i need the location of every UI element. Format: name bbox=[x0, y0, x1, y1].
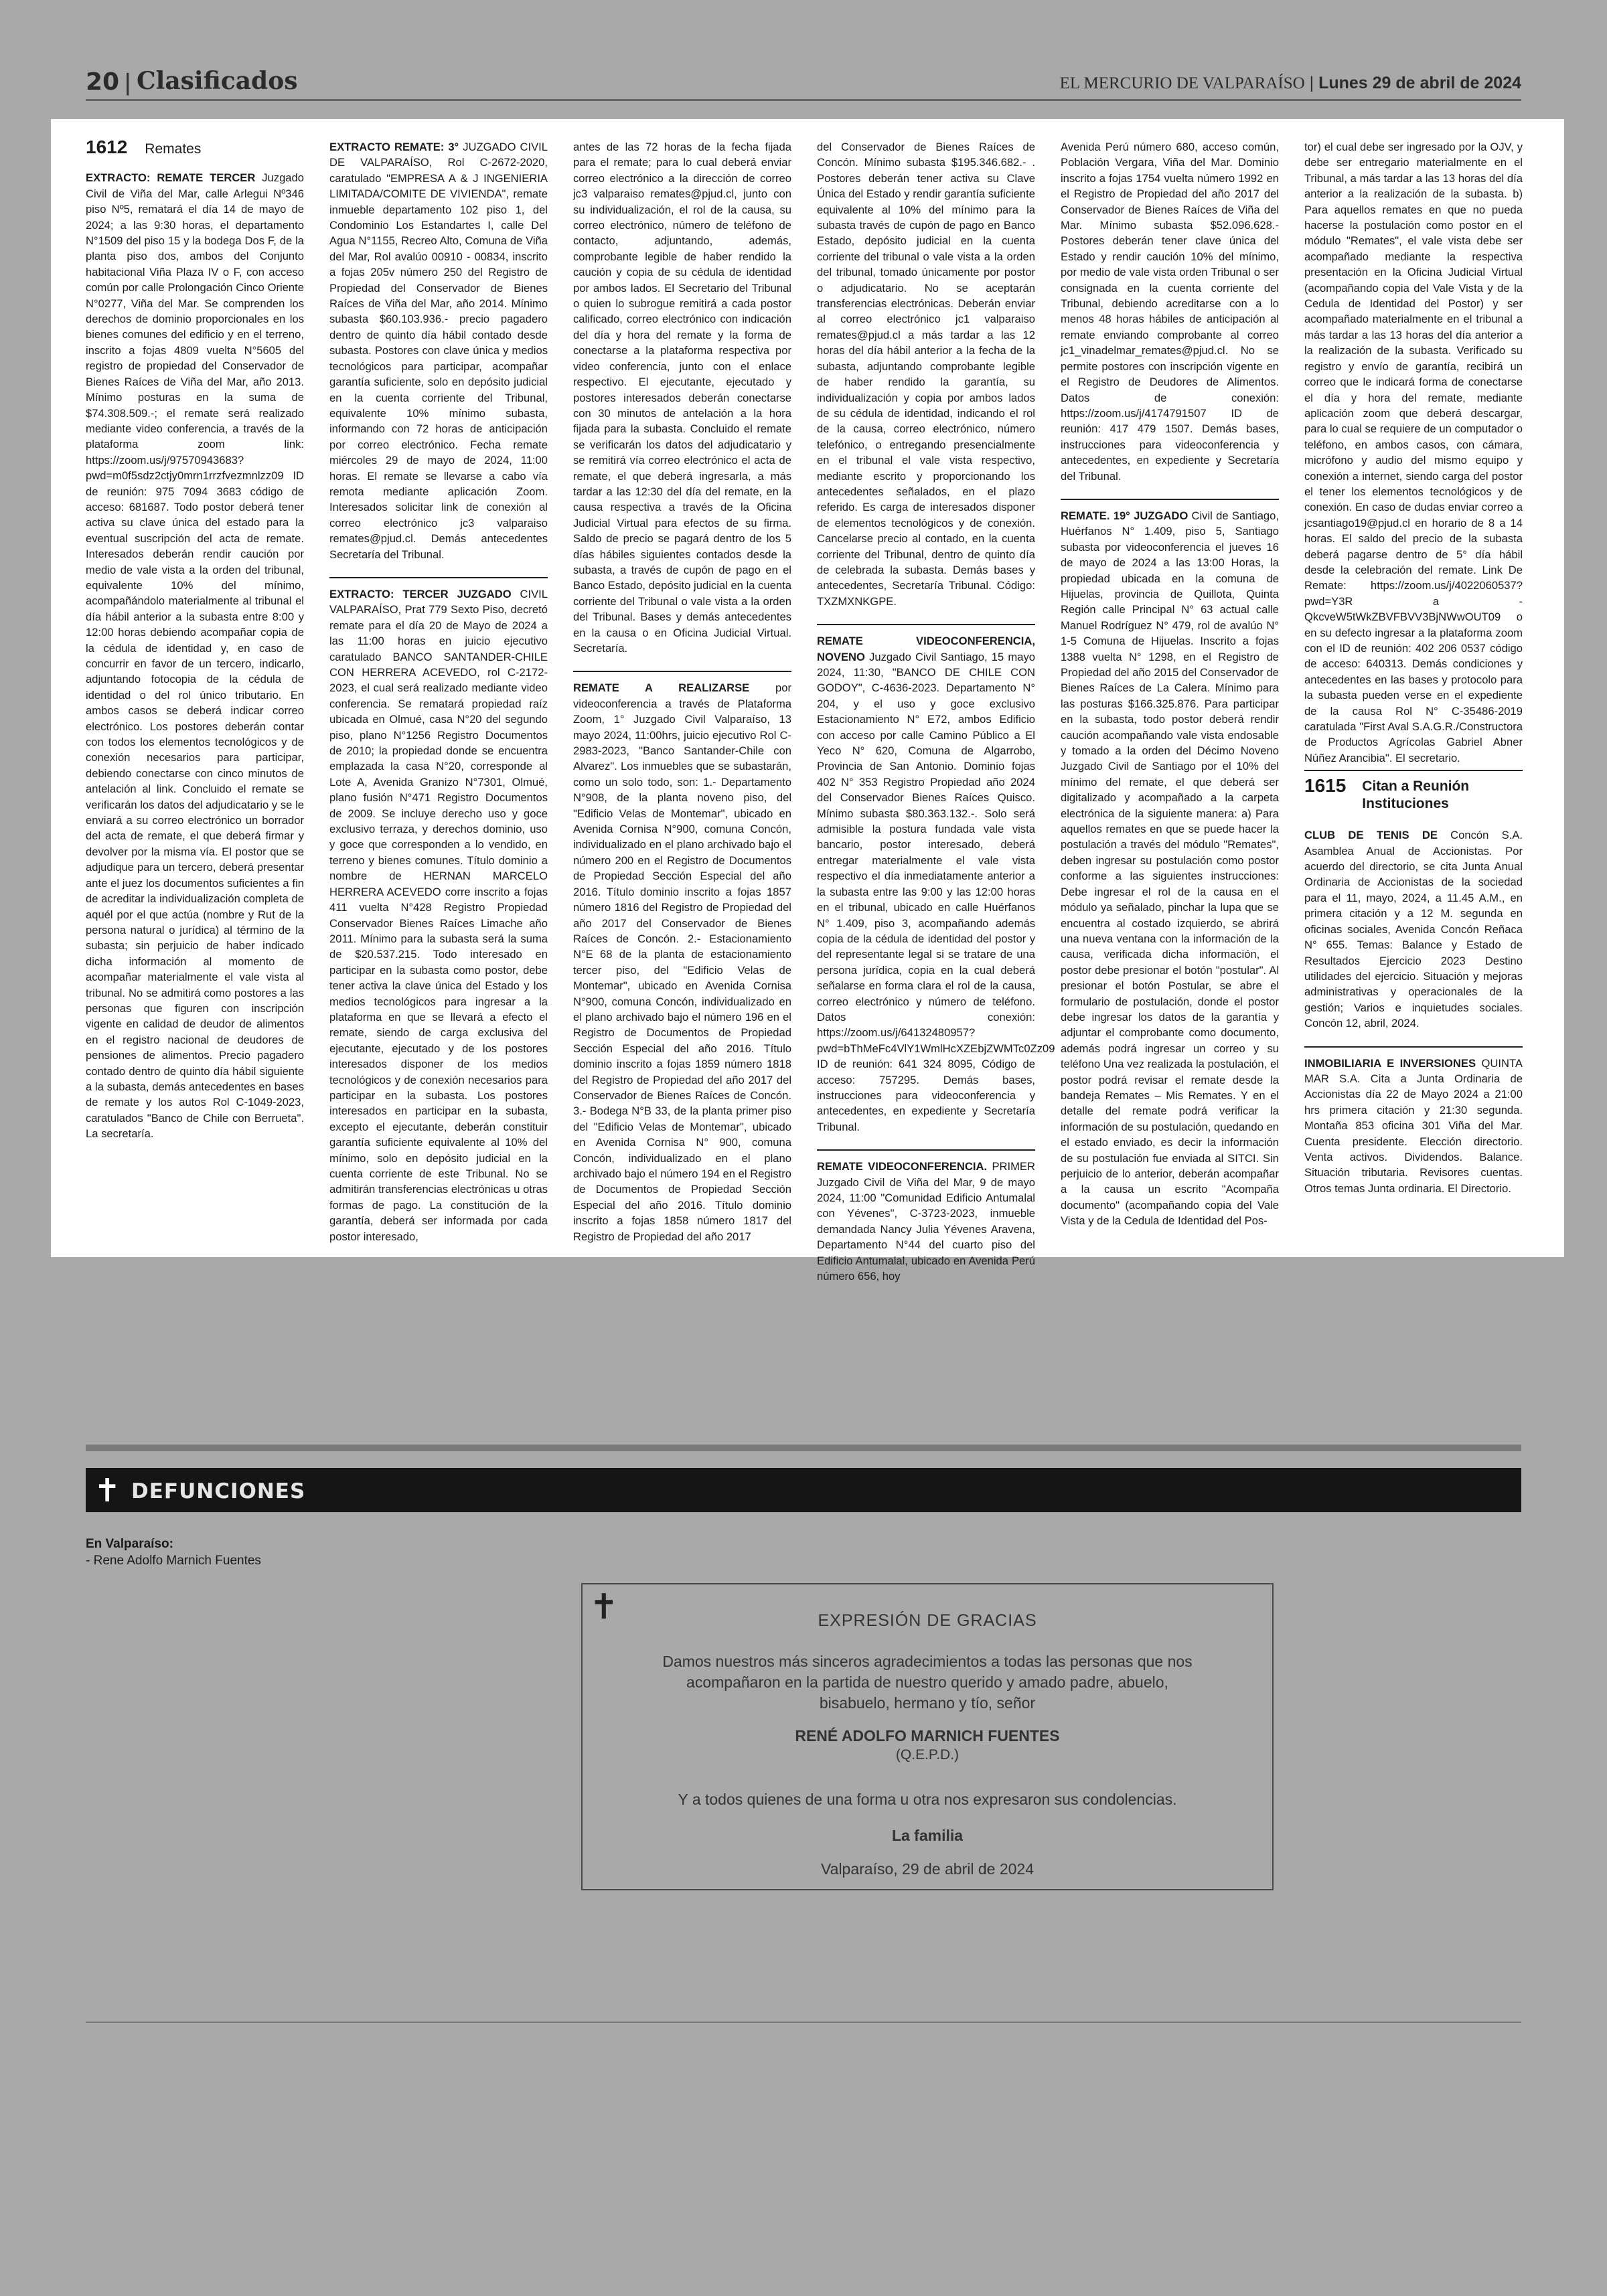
notice-thanks: Y a todos quienes de una forma u otra nos expresaron sus condolencias. bbox=[678, 1791, 1177, 1808]
column-4 bbox=[817, 139, 1055, 1283]
ad-divider bbox=[1304, 1032, 1523, 1048]
notice-body: Damos nuestros más sinceros agradecimientos a todas las personas que nos acompañaron en la partida de nuestro querido y amado padre, abuelo, bisabuelo, hermano y tío, señor bbox=[662, 1653, 1193, 1712]
ad-lead: REMATE VIDEOCONFERENCIA. bbox=[817, 1160, 988, 1173]
category-header-1612 bbox=[86, 139, 304, 157]
column-2 bbox=[329, 139, 548, 1243]
ad-text: CIVIL VALPARAÍSO, Prat 779 Sexto Piso, decretó remate para el día 20 de Mayo de 2024 a las 11:00 horas en juicio ejecutivo caratulado BANCO SANTANDER-CHILE CON HERRERA ACEVEDO, rol C-2172-2023, el cual será realizado mediante video conferencia. Se rematará propiedad raíz ubicada en Olmué, casa N°20 del segundo piso, plano N°1256 Registro Documentos de 2010; la propiedad donde se encuentra emplazada la casa N°20, corresponde al Lote A, Avenida Granizo N°7301, Olmué, plano fusión N°471 Registro Documentos de 2009. Se incluye derecho uso y goce exclusivo terraza, y derechos dominio, uso y goce que corresponden a lo vendido, en terreno y bienes comunes. Título dominio a nombre de HERNAN MARCELO HERRERA ACEVEDO corre inscrito a fojas 411 vuelta N°428 Registro Propiedad Conservador Bienes Raíces Limache año 2011. Mínimo para la subasta será la suma de $20.537.215. Todo interesado en participar en la subasta como postor, debe tener activa la clave única del Estado y los medios tecnológicos para ingresar a la plataforma en que se llevará a efecto el remate, siendo de carga exclusiva del ejecutante, ejecutado y de los postores interesados disponer de los medios tecnológicos y de conexión necesarios para participar en la subasta. Los postores interesados en participar en la subasta, excepto el ejecutante, deberán constituir garantía suficiente equivalente al 10% del mínimo, solo en depósito judicial en la cuenta corriente de este Tribunal. No se admitirán transferencias electrónicas u otras formas de pago. La constitución de la garantía, deberá ser informada por cada postor interesado, bbox=[329, 587, 548, 1243]
issue-date: Lunes 29 de abril de 2024 bbox=[1318, 74, 1521, 92]
ad-text: Civil de Santiago, Huérfanos N° 1.409, piso 5, Santiago subasta por videoconferencia el jueves 16 de mayo de 2024 a las 13:00 Horas, la propiedad ubicada en la comuna de Hijuelas, provincia de Quillota, Quinta Región calle Principal N° 63 actual calle Manuel Rodríguez N° 479, rol de avalúo N° 1-5 Comuna de Hijuelas. Inscrito a fojas 1388 vuelta N° 1298, en el Registro de Propiedad del año 2015 del Conservador de Bienes Raíces de La Calera. Mínimo para las posturas $166.325.876. Para participar en la subasta, todo postor deberá rendir caución acompañando vale vista endosable y tomado a la orden del Décimo Noveno Juzgado Civil de Santiago por el 10% del mínimo del remate, el que deberá ser digitalizado y acompañado a la carpeta electrónica de la siguiente manera: a) Para aquellos remates en que se puede hacer la postulación a través del módulo "Remates", deben ingresar su postulación como postor conforme a las siguientes instrucciones: Debe ingresar el rol de la causa en el módulo ya señalado, pinchar la lupa que se encuentra al costado izquierdo, se abrirá una nueva ventana con la información de la causa, verificada dicha información, el postor debe presionar el botón "postular". Al presionar el botón Postular, se abre el formulario de postulación, donde el postor debe ingresar los datos de la garantía y adjuntar el comprobante como documento, además podrá ingresar un correo y su teléfono Una vez realizada la postulación, el postor podrá revisar el remate desde la bandeja Remates – Mis Remates. Y en el detalle del remate podrá verificar la información de su postulación, quedando en el estado enviado, es decir la información de su postulación fue enviada al SITCI. Sin perjuicio de lo anterior, deberán acompañar a la causa un escrito "Acompaña documento" (acompañando copia del Vale Vista y de la Cedula de Identidad del Pos- bbox=[1061, 509, 1279, 1228]
page-header bbox=[86, 66, 1521, 101]
classified-ad bbox=[817, 633, 1055, 1135]
ad-text: por videoconferencia a través de Plataforma Zoom, 1° Juzgado Civil Valparaíso, 13 mayo 2024, 11:00hrs, juicio ejecutivo Rol C-2983-2023, "Banco Santander-Chile con Alvarez". Los inmuebles que se subastarán, como un solo todo, son: 1.- Departamento N°908, de la planta noveno piso, del "Edificio Velas de Montemar", ubicado en Avenida Cornisa N°900, comuna Concón, individualizado en el plano archivado bajo el número 200 en el Registro de Documentos de Propiedad Sección Especial del año 2016. Título dominio inscrito a fojas 1857 número 1816 del Registro de Propiedad del año 2017 del Conservador de Bienes Raíces de Concón. 2.- Estacionamiento N°E 68 de la planta de estacionamiento tercer piso, del "Edificio Velas de Montemar", ubicado en Avenida Cornisa N°900, comuna Concón, individualizado en el plano archivado bajo el número 196 en el Registro de Documentos de Propiedad Sección Especial del año 2016. Título dominio inscrito a fojas 1859 número 1818 del Registro de Propiedad del año 2017 del Conservador de Bienes Raíces de Concón. 3.- Bodega N°B 33, de la planta primer piso del "Edificio Velas de Montemar", ubicado en Avenida Cornisa N° 900, comuna Concón, individualizado en el plano archivado bajo el número 194 en el Registro de Documentos de Propiedad Sección Especial del año 2016. Título dominio inscrito a fojas 1858 número 1817 del Registro de Propiedad del año 2017 bbox=[573, 681, 792, 1243]
classified-ad bbox=[1304, 139, 1523, 766]
column-1 bbox=[86, 139, 304, 1237]
classified-ad bbox=[817, 1159, 1035, 1284]
classified-ad bbox=[573, 139, 791, 656]
classified-ad bbox=[1304, 827, 1523, 1031]
ad-text: Avenida Perú número 680, acceso común, Población Vergara, Viña del Mar. Dominio inscrito a fojas 1754 vuelta número 1992 en el Registro de Propiedad del año 2017 del Conservador de Bienes Raíces de Viña del Mar. Mínimo subasta $52.096.628.- Postores deberán tener clave única del Estado y rendir caución 10% del mínimo, por medio de vale vista orden Tribunal o ser consignada en la cuenta corriente del Tribunal, debiendo acreditarse con a lo menos 48 horas hábiles de anticipación al remate enviando comprobante al correo jc1_vinadelmar_remates@pjud.cl. No se permite postores con inscripción vigente en el Registro de Deudores de Alimentos. Datos de conexión: https://zoom.us/j/4174791507 ID de reunión: 417 479 1507. Demás bases, instrucciones para videoconferencia y antecedentes, en expediente y Secretaría del Tribunal. bbox=[1061, 141, 1279, 483]
ad-divider bbox=[1061, 484, 1279, 500]
masthead bbox=[1060, 74, 1521, 93]
newspaper-name: EL MERCURIO DE VALPARAÍSO bbox=[1059, 74, 1305, 92]
ad-lead: REMATE A REALIZARSE bbox=[573, 681, 750, 695]
classified-ad bbox=[1061, 139, 1279, 484]
ad-text: del Conservador de Bienes Raíces de Concón. Mínimo subasta $195.346.682.- . Postores deberán tener activa su Clave Única del Estado y rendir garantía suficiente equivalente al 10% del mínimo para la subasta través de cupón de pago en Banco Estado, depósito judicial en la cuenta corriente del tribunal o vale vista a la orden del tribunal, tomado únicamente por postor o adjudicatario. No se aceptarán transferencias electrónicas. Deberán enviar al correo electrónico jc1 valparaiso remates@pjud.cl a más tardar a las 12 horas del día hábil anterior a la fecha de la subasta, adjuntando comprobante legible de haber rendido la garantía, su individualización y copia por ambos lados de su cédula de identidad, indicando el rol de la causa, correo electrónico, número telefónico, o entregando presencialmente en el tribunal el vale vista respectivo, mediante escrito y proporcionando los antecedentes señalados, en el plazo referido. Es carga de interesados disponer de elementos tecnológicos y de conexión. Cancelarse precio al contado, en la cuenta corriente del Tribunal, dentro de quinto día de celebrada la subasta. Demás bases y antecedentes, Secretaría Tribunal. Código: TXZMXNKGPE. bbox=[817, 141, 1035, 608]
column-6 bbox=[1304, 139, 1523, 1237]
defunciones-banner bbox=[86, 1468, 1521, 1512]
ad-text: JUZGADO CIVIL DE VALPARAÍSO, Rol C-2672-2020, caratulado "EMPRESA A & J INGENIERIA LIMITADA/COMITE DE VIVIENDA", remate inmueble departamento 102 piso 1, del Condominio Los Estandartes I, calle Del Agua N°1155, Recreo Alto, Comuna de Viña del Mar, Rol avalúo 00910 - 00834, inscrito a fojas 205v número 250 del Registro de Propiedad del Conservador de Bienes Raíces de Viña del Mar, año 2014. Mínimo subasta $60.103.936.- precio pagadero dentro de quinto día hábil contado desde subasta. Postores con clave única y medios tecnológicos para participar, acompañar garantía suficiente, solo en depósito judicial en la cuenta corriente del Tribunal, equivalente 10% mínimo subasta, informando con 72 horas de anticipación por correo electrónico. Fecha remate miércoles 29 de mayo de 2024, 11:00 horas. El remate se llevarse a cabo vía remota mediante aplicación Zoom. Interesados solicitar link de conexión al correo electrónico jc3 valparaiso remates@pjud.cl. Demás antecedentes Secretaría del Tribunal. bbox=[329, 141, 548, 561]
ad-text: tor) el cual debe ser ingresado por la OJV, y debe ser entregario materialmente en el Tribunal, a más tardar a las 13 horas del día anterior a la realización de la subasta. b) Para aquellos remates en que no pueda hacerse la postulación como postor en el módulo "Remates", el vale vista debe ser acompañado mediante la respectiva presentación en la Oficina Judicial Virtual (acompañando copia del Vale Vista y de la Cedula de Identidad del Postor) y ser acompañado materialmente en el tribunal a más tardar a las 13 horas del día anterior a la realización de la subasta. Verificado su registro y envío de garantía, recibirá un correo que le indicará forma de conectarse el día y hora del remate, mediante aplicación zoom que deberá descargar, para lo cual se requiere de un computador o teléfono, en ambos casos, con cámara, micrófono y audio del mismo equipo y conexión a internet, siendo carga del postor el tener los elementos tecnológicos y de conexión. En caso de dudas enviar correo a jcsantiago19@pjud.cl en horario de 8 a 14 horas. El saldo del precio de la subasta deberá pagarse dentro de 5° día hábil desde la celebración del remate. Link De Remate: https://zoom.us/j/4022060537?pwd=Y3R a - QkcveW5tWkZBVFBVV3BjNWwOUT09 o en su defecto ingresar a la plataforma zoom con el ID de reunión: 402 206 0537 código de acceso: 640313. Demás condiciones y antecedentes en las bases y protocolo para la subasta pueden verse en el expediente de la causa Rol N° C-35486-2019 caratulada "First Aval S.A.G.R./Constructora de Productos Agrícolas Gabriel Abner Núñez Arancibia". El secretario. bbox=[1304, 141, 1523, 764]
defunciones-list bbox=[86, 1536, 261, 1569]
ad-divider bbox=[573, 656, 791, 672]
defunciones-place: En Valparaíso: bbox=[86, 1537, 173, 1551]
ad-text: Concón S.A. Asamblea Anual de Accionistas. Por acuerdo del directorio, se cita Junta Anual Ordinaria de Accionistas de la sociedad para el 11, mayo, 2024, a 11.45 A.M., en primera citación y a 12 M. segunda en oficinas sociales, Avenida Concón Reñaca N° 655. Temas: Balance y Estado de Resultados Ejercicio 2023 Destino utilidades del ejercicio. Situación y mejoras administrativas y operacionales de la gestión; Varios e inquietudes sociales. Concón 12, abril, 2024. bbox=[1304, 829, 1523, 1030]
category-header-1615 bbox=[1304, 770, 1523, 813]
defunciones-title: DEFUNCIONES bbox=[131, 1479, 306, 1503]
category-code: 1612 bbox=[86, 137, 128, 157]
ad-lead: INMOBILIARIA E INVERSIONES bbox=[1304, 1056, 1476, 1070]
classified-ad bbox=[1061, 508, 1279, 1229]
category-code: 1615 bbox=[1304, 775, 1347, 797]
ad-lead: EXTRACTO REMATE: 3° bbox=[329, 141, 459, 153]
classified-ad bbox=[1304, 1056, 1523, 1197]
header-separator: | bbox=[125, 68, 131, 96]
section-title: Clasificados bbox=[137, 67, 298, 95]
deceased-name: RENÉ ADOLFO MARNICH FUENTES bbox=[795, 1727, 1060, 1744]
notice-date: Valparaíso, 29 de abril de 2024 bbox=[821, 1860, 1034, 1878]
category-label: Citan a Reunión Instituciones bbox=[1362, 778, 1470, 812]
ad-divider bbox=[817, 609, 1035, 625]
notice-signature: La familia bbox=[891, 1827, 964, 1844]
ad-text: antes de las 72 horas de la fecha fijada para el remate; para lo cual deberá enviar correo electrónico a la dirección de correo jc3 valparaiso remates@pjud.cl, junto con su individualización, el rol de la causa, su correo electrónico, número de teléfono de contacto, adjuntando, además, comprobante legible de haber rendido la caución y copia de su cédula de identidad por ambos lados. El Secretario del Tribunal o quien lo subrogue remitirá a cada postor calificado, correo electrónico con indicación del día y hora del remate y la forma de conectarse a la plataforma respectiva por video conferencia, junto con el enlace respectivo. El ejecutante, ejecutado y postores interesados deberán conectarse con 30 minutos de antelación a la hora fijada para la subasta. Concluido el remate se verificarán los datos del adjudicatario y se remitirá vía correo electrónico el acta de remate, el que deberá ingresarla, a más tardar a las 12:30 del día del remate, en la causa respectiva a través de la Oficina Judicial Virtual para efectos de su firma. Saldo de precio se pagará dentro de los 5 días hábiles siguientes contados desde la subasta, a través de cupón de pago en el Banco Estado, depósito judicial en la cuenta corriente del Tribunal o vale vista a la orden del Tribunal. Bases y demás antecedentes en la causa o en Oficina Judicial Virtual. Secretaría. bbox=[573, 141, 791, 655]
classified-ad bbox=[329, 139, 548, 562]
ad-text: PRIMER Juzgado Civil de Viña del Mar, 9 de mayo 2024, 11:00 "Comunidad Edificio Antumalal con Yévenes", C-3723-2023, inmueble demandada Nancy Julia Yévenes Aravena, Departamento N°44 del cuarto piso del Edificio Antumalal, ubicado en Avenida Perú número 656, hoy bbox=[817, 1160, 1035, 1283]
ad-divider bbox=[329, 562, 548, 578]
classified-ad bbox=[817, 139, 1035, 609]
classifieds-panel bbox=[51, 119, 1564, 1283]
classified-ad bbox=[329, 586, 548, 1244]
ad-divider bbox=[817, 1135, 1035, 1151]
ad-text: QUINTA MAR S.A. Cita a Junta Ordinaria de Accionistas día 22 de Mayo 2024 a 21:00 hrs primera citación y 21:30 segunda. Montaña 853 oficina 301 Viña del Mar. Cuenta presidente. Elección directorio. Venta activos. Dividendos. Balance. Situación tributaria. Revisores cuentas. Otros temas Junta ordinaria. El Directorio. bbox=[1304, 1056, 1523, 1195]
classified-ad bbox=[86, 170, 304, 1141]
ad-text: Juzgado Civil Santiago, 15 mayo 2024, 11:30, "BANCO DE CHILE CON GODOY", C-4636-2023. Departamento N° 204, y el uso y goce exclusivo Estacionamiento N° E72, ambos Edificio con acceso por calle Camino Público a El Yeco N° 620, Comuna de Algarrobo, Provincia de San Antonio. Dominio fojas 402 N° 353 Registro Propiedad año 2024 del Conservador Bienes Raíces Quisco. Mínimo subasta $80.363.132.-. Solo será admisible la postura fundada vale vista bancario, postor interesado, deberá entregar materialmente el vale vista respectivo el día inmediatamente anterior a la subasta entre las 9:00 y las 12:00 horas en el tribunal, ubicado en calle Huérfanos N° 1.409, piso 3, acompañando además copia de la cédula de identidad del postor y del representante legal si se tratare de una persona jurídica, copia en la cual deberá señalarse en forma clara el rol de la causa, correo electrónico y número de teléfono. Datos conexión: https://zoom.us/j/64132480957?pwd=bThMeFc4VlY1WmlHcXZEbjZWMTc0Zz09 ID de reunión: 641 324 8095, Código de acceso: 757295. Demás bases, instrucciones para videoconferencia y antecedentes, en expediente y Secretaría Tribunal. bbox=[817, 650, 1055, 1133]
ad-lead: EXTRACTO: REMATE TERCER bbox=[86, 171, 256, 185]
ad-lead: EXTRACTO: TERCER JUZGADO bbox=[329, 587, 512, 600]
category-label: Remates bbox=[145, 141, 202, 157]
classified-ad bbox=[573, 680, 791, 1244]
ad-lead: REMATE VIDEOCONFERENCIA, NOVENO bbox=[817, 635, 1035, 663]
section-divider bbox=[86, 1445, 1521, 1451]
column-3 bbox=[573, 139, 792, 1243]
defunciones-entry: - Rene Adolfo Marnich Fuentes bbox=[86, 1554, 261, 1568]
cross-icon: ✝ bbox=[94, 1472, 121, 1509]
masthead-separator: | bbox=[1309, 74, 1314, 92]
ad-text: Juzgado Civil de Viña del Mar, calle Arlegui Nº346 piso Nº5, rematará el día 14 de mayo de 2024; a las 9:30 horas, el departamento N°1509 del piso 15 y la bodega Dos F, de la planta piso dos, ambos del Conjunto habitacional Viña Plaza IV o F, con acceso común por calle Prolongación Cinco Oriente N°0277, Viña del Mar. Se comprenden los derechos de dominio proporcionales en los bienes comunes del edificio y en el terreno, inscrito a fojas 4809 vuelta N°5605 del registro de propiedad del Conservador de Bienes Raíces de Viña del Mar, año 2013. Mínimo posturas en la suma de $74.308.509.-; el remate será realizado mediante video conferencia, a través de la plataforma zoom link: https://zoom.us/j/97570943683?pwd=m0f5sdz2ctjy0mrn1rrzfvezmnlzz09 ID de reunión: 975 7094 3683 código de acceso: 681687. Todo postor deberá tener activa su clave única del estado para la eventual suscripción del acta de remate. Interesados deberán rendir caución por medio de vale vista a la orden del tribunal, equivalente 10% del mínimo, acompañándolo materialmente al tribunal el día hábil anterior a la subasta entre 8:00 y 12:00 horas debiendo acompañar copia de la cédula de identidad y, en caso de concurrir en favor de un tercero, indicarlo, adjuntando fotocopia de la cédula de identidad o del rol único tributario. En ambos casos se deberá indicar correo electrónico. Los postores deberán contar con todos los elementos tecnológicos y de conexión necesarios para participar, debiendo conectarse con cinco minutos de antelación al link. Concluido el remate se verificarán los datos del adjudicatario y se le enviará a su correo electrónico un borrador del acta de remate, el que deberá firmar y devolver por la misma vía. El postor que se adjudique para un tercero, deberá presentar ante el juez los documentos suficientes a fin de acreditar la individualización completa de aquél por el que actúa (nombre y Rut de la persona natural o jurídica) al término de la subasta; sin perjuicio de haber indicado dicha información al momento de acompañar materialmente el vale vista al tribunal. No se admitirá como postores a las personas que figuren con inscripción vigente en calidad de deudor de alimentos en el registro nacional de deudores de pensiones de alimentos. Precio pagadero contado dentro de quinto día hábil siguiente a la subasta, demás antecedentes en bases de remate y los autos Rol C-1049-2023, caratulados "Banco de Chile con Berrueta". La secretaría. bbox=[86, 171, 304, 1141]
page-number: 20 bbox=[86, 68, 120, 96]
cross-icon: ✝ bbox=[589, 1587, 619, 1627]
bottom-rule bbox=[86, 2022, 1521, 2023]
column-5 bbox=[1061, 139, 1279, 1237]
qepd-label: (Q.E.P.D.) bbox=[895, 1747, 960, 1762]
gratitude-notice bbox=[581, 1583, 1274, 1890]
ad-lead: CLUB DE TENIS DE bbox=[1304, 829, 1438, 842]
ad-lead: REMATE. 19° JUZGADO bbox=[1061, 509, 1189, 522]
notice-title: EXPRESIÓN DE GRACIAS bbox=[818, 1611, 1037, 1630]
